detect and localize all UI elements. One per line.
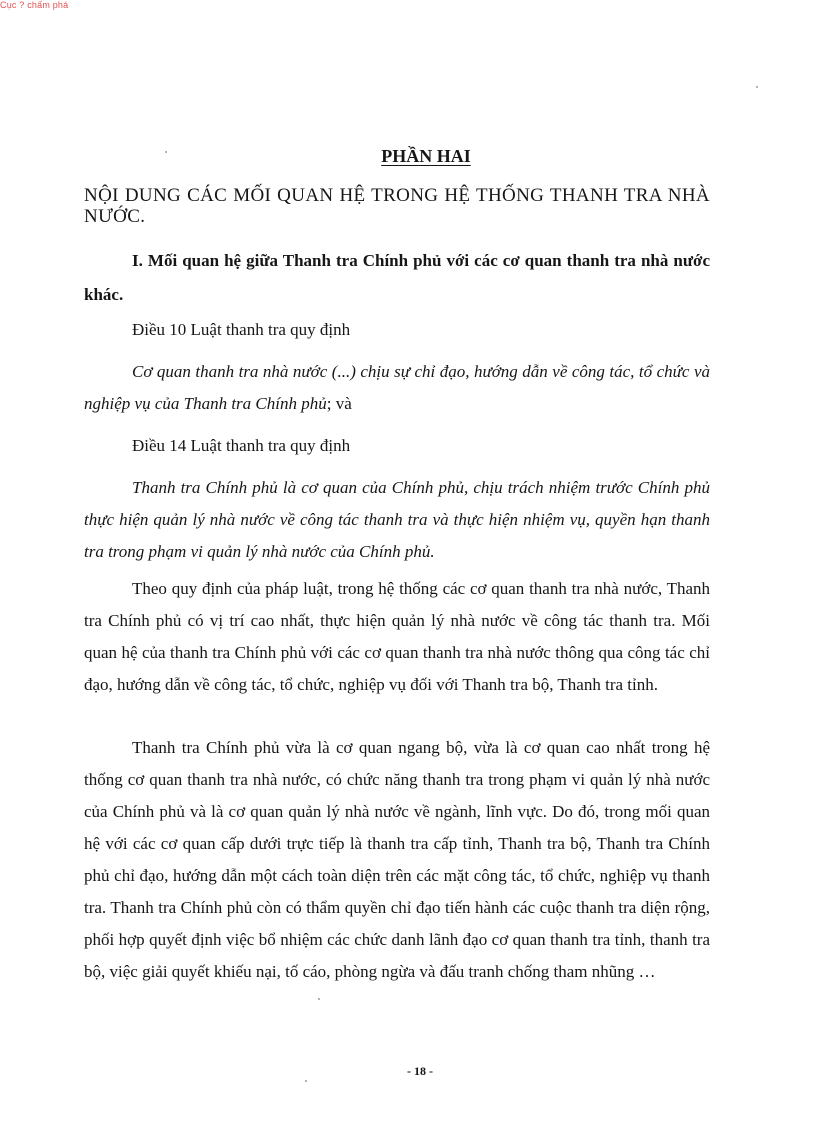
scan-speck (165, 151, 167, 153)
article-10-quote (84, 356, 710, 420)
scan-speck (305, 1080, 307, 1082)
main-heading: NỘI DUNG CÁC MỐI QUAN HỆ TRONG HỆ THỐNG THANH TRA NHÀ NƯỚC. (84, 185, 710, 227)
paragraph-1: Theo quy định của pháp luật, trong hệ thống các cơ quan thanh tra nhà nước, Thanh tra Chính phủ có vị trí cao nhất, thực hiện quản lý nhà nước về công tác thanh tra. Mối quan hệ của thanh tra Chính phủ với các cơ quan thanh tra nhà nước thông qua công tác chỉ đạo, hướng dẫn về công tác, tổ chức, nghiệp vụ đối với Thanh tra bộ, Thanh tra tỉnh. (84, 579, 710, 694)
paragraph-2: Thanh tra Chính phủ vừa là cơ quan ngang bộ, vừa là cơ quan cao nhất trong hệ thống cơ quan thanh tra nhà nước, có chức năng thanh tra trong phạm vi quản lý nhà nước của Chính phủ và là cơ quan quản lý nhà nước về ngành, lĩnh vực. Do đó, trong mối quan hệ với các cơ quan cấp dưới trực tiếp là thanh tra cấp tỉnh, Thanh tra bộ, Thanh tra Chính phủ chỉ đạo, hướng dẫn một cách toàn diện trên các mặt công tác, tổ chức, nghiệp vụ thanh tra. Thanh tra Chính phủ còn có thẩm quyền chỉ đạo tiến hành các cuộc thanh tra diện rộng, phối hợp quyết định việc bổ nhiệm các chức danh lãnh đạo cơ quan thanh tra tỉnh, thanh tra bộ, việc giải quyết khiếu nại, tố cáo, phòng ngừa và đấu tranh chống tham nhũng … (84, 738, 710, 981)
scan-speck (318, 998, 320, 1000)
article-10-intro: Điều 10 Luật thanh tra quy định (132, 320, 351, 339)
section-heading: I. Mối quan hệ giữa Thanh tra Chính phủ với các cơ quan thanh tra nhà nước khác. (84, 251, 710, 304)
scan-speck (756, 86, 758, 88)
article-10-suffix: ; và (326, 394, 352, 413)
watermark-text: Cục ? chấm phá (0, 0, 69, 10)
page-number: - 18 - (407, 1064, 433, 1078)
article-10-quote-text: Cơ quan thanh tra nhà nước (...) chịu sự chỉ đạo, hướng dẫn về công tác, tổ chức và nghiệp vụ của Thanh tra Chính phủ (84, 362, 710, 413)
article-14-intro: Điều 14 Luật thanh tra quy định (132, 436, 351, 455)
part-title: PHẦN HAI (381, 146, 471, 166)
article-14-quote: Thanh tra Chính phủ là cơ quan của Chính phủ, chịu trách nhiệm trước Chính phủ thực hiện quản lý nhà nước về công tác thanh tra và thực hiện nhiệm vụ, quyền hạn thanh tra trong phạm vi quản lý nhà nước của Chính phủ. (84, 478, 710, 561)
